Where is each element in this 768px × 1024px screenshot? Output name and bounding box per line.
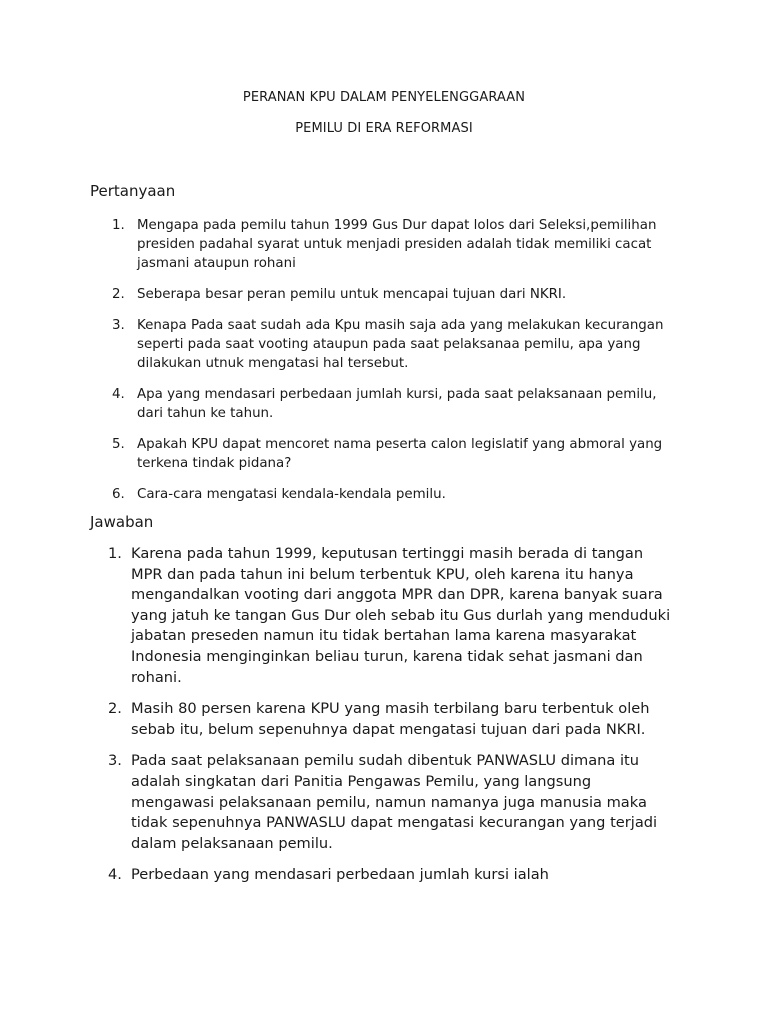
question-text: Seberapa besar peran pemilu untuk mencapai tujuan dari NKRI. <box>137 287 567 302</box>
question-text: Cara-cara mengatasi kendala-kendala pemilu. <box>137 487 446 502</box>
list-number: 4. <box>112 387 125 402</box>
question-item <box>0 316 682 373</box>
list-number: 5. <box>112 437 125 452</box>
document-title-line-1: PERANAN KPU DALAM PENYELENGGARAAN <box>242 90 526 105</box>
list-number: 6. <box>112 487 125 502</box>
questions-list <box>0 216 768 516</box>
question-item <box>0 435 682 473</box>
question-text: Apakah KPU dapat mencoret nama peserta calon legislatif yang abmoral yang terkena tindak pidana? <box>137 437 663 471</box>
question-item <box>0 385 682 423</box>
question-item <box>0 216 682 273</box>
question-item <box>0 285 682 304</box>
answer-item <box>0 751 671 854</box>
question-text: Kenapa Pada saat sudah ada Kpu masih saja ada yang melakukan kecurangan seperti pada saat vooting ataupun pada saat pelaksanaa pemilu, apa yang dilakukan utnuk mengatasi hal tersebut. <box>137 318 664 371</box>
list-number: 2. <box>108 700 122 718</box>
answer-item <box>0 544 671 688</box>
section-heading-answers: Jawaban <box>90 513 154 531</box>
list-number: 2. <box>112 287 125 302</box>
document-title-line-2: PEMILU DI ERA REFORMASI <box>295 121 473 136</box>
answer-item <box>0 699 671 740</box>
answer-text: Pada saat pelaksanaan pemilu sudah dibentuk PANWASLU dimana itu adalah singkatan dari Panitia Pengawas Pemilu, yang langsung mengawasi pelaksanaan pemilu, namun namanya juga manusia maka tidak sepenuhnya PANWASLU dapat mengatasi kecurangan yang terjadi dalam pelaksanaan pemilu. <box>131 752 658 852</box>
answer-text: Karena pada tahun 1999, keputusan tertinggi masih berada di tangan MPR dan pada tahun ini belum terbentuk KPU, oleh karena itu hanya mengandalkan vooting dari anggota MPR dan DPR, karena banyak suara yang jatuh ke tangan Gus Dur oleh sebab itu Gus durlah yang menduduki jabatan preseden namun itu tidak bertahan lama karena masyarakat Indonesia menginginkan beliau turun, karena tidak sehat jasmani dan rohani. <box>131 545 671 686</box>
list-number: 4. <box>108 866 122 884</box>
answers-list <box>0 544 768 897</box>
answer-item <box>0 865 671 886</box>
answer-text: Masih 80 persen karena KPU yang masih terbilang baru terbentuk oleh sebab itu, belum sepenuhnya dapat mengatasi tujuan dari pada NKRI. <box>131 700 650 738</box>
list-number: 3. <box>108 752 122 770</box>
list-number: 1. <box>108 545 122 562</box>
question-text: Mengapa pada pemilu tahun 1999 Gus Dur dapat lolos dari Seleksi,pemilihan presiden padahal syarat untuk menjadi presiden adalah tidak memiliki cacat jasmani ataupun rohani <box>137 218 657 271</box>
question-text: Apa yang mendasari perbedaan jumlah kursi, pada saat pelaksanaan pemilu, dari tahun ke tahun. <box>137 387 657 421</box>
answer-text: Perbedaan yang mendasari perbedaan jumlah kursi ialah <box>131 866 549 884</box>
section-heading-questions: Pertanyaan <box>90 182 176 200</box>
question-item <box>0 485 682 504</box>
list-number: 1. <box>112 218 125 233</box>
list-number: 3. <box>112 318 125 333</box>
